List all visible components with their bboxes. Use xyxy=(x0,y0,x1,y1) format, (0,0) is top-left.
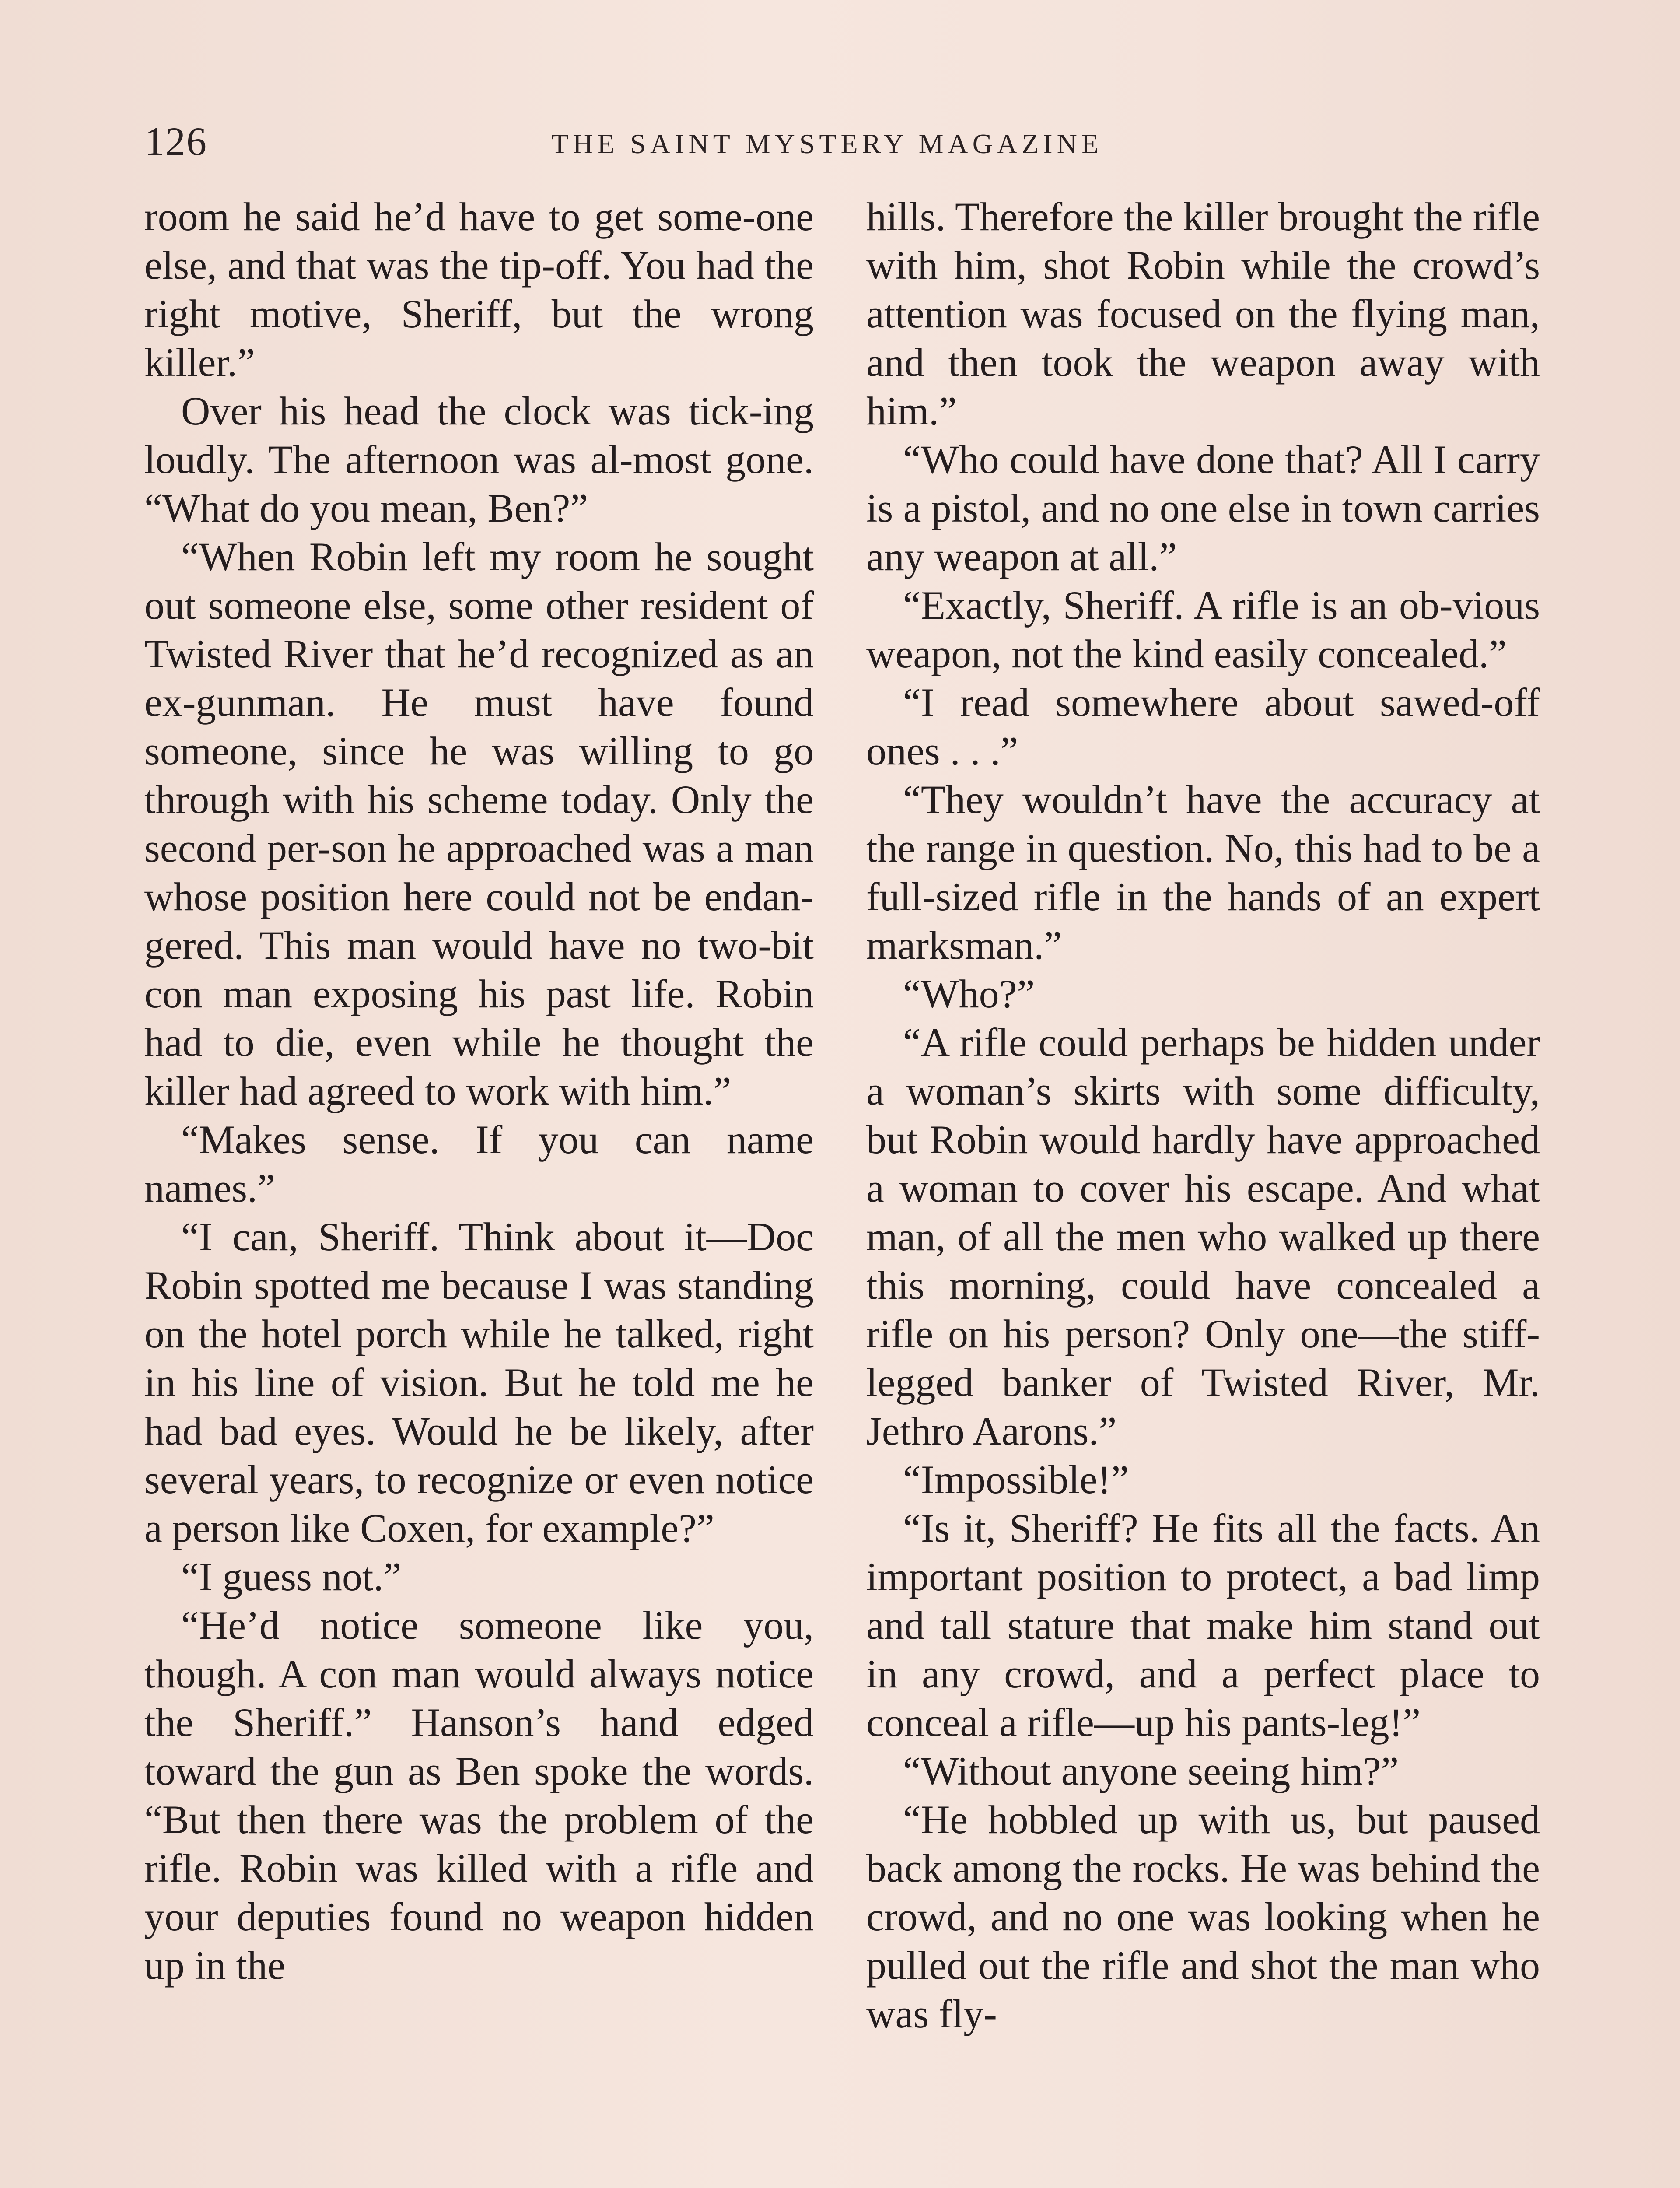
paragraph: “Without anyone seeing him?” xyxy=(903,1749,1399,1793)
paragraph: “Exactly, Sheriff. A rifle is an ob-vious weapon, not the kind easily concealed.” xyxy=(866,583,1540,676)
paragraph: “I read somewhere about sawed-off ones . . .” xyxy=(866,680,1540,773)
page-header xyxy=(144,118,1544,166)
running-head: THE SAINT MYSTERY MAGAZINE xyxy=(551,128,1103,159)
paragraph: “He’d notice someone like you, though. A con man would always notice the Sheriff.” Hanson’s hand edged toward the gun as Ben spoke the words. “But then there was the problem of the rifle. Robin was killed with a rifle and your deputies found no weapon hidden up in the xyxy=(144,1603,814,1988)
paragraph: “I guess not.” xyxy=(181,1554,402,1599)
left-column xyxy=(144,193,814,1990)
paragraph: “Makes sense. If you can name names.” xyxy=(144,1117,814,1210)
paragraph: “They wouldn’t have the accuracy at the range in question. No, this had to be a full-sized rifle in the hands of an expert marksman.” xyxy=(866,777,1540,968)
paragraph: “Who could have done that? All I carry is a pistol, and no one else in town carries any weapon at all.” xyxy=(866,437,1540,579)
paragraph: hills. Therefore the killer brought the rifle with him, shot Robin while the crowd’s attention was focused on the flying man, and then took the weapon away with him.” xyxy=(866,194,1540,433)
paragraph: “Is it, Sheriff? He fits all the facts. An important position to protect, a bad limp and tall stature that make him stand out in any crowd, and a perfect place to conceal a rifle—up his pants-leg!” xyxy=(866,1506,1540,1745)
paragraph: “A rifle could perhaps be hidden under a woman’s skirts with some difficulty, but Robin would hardly have approached a woman to cover his escape. And what man, of all the men who walked up there this morning, could have concealed a rifle on his person? Only one—the stiff-legged banker of Twisted River, Mr. Jethro Aarons.” xyxy=(866,1020,1540,1453)
right-column xyxy=(866,193,1540,2038)
paragraph: room he said he’d have to get some-one else, and that was the tip-off. You had the right motive, Sheriff, but the wrong killer.” xyxy=(144,194,814,385)
paragraph: “When Robin left my room he sought out someone else, some other resident of Twisted River that he’d recognized as an ex-gunman. He must have found someone, since he was willing to go through with his scheme today. Only the second per-son he approached was a man whose position here could not be endan-gered. This man would have no two-bit con man exposing his past life. Robin had to die, even while he thought the killer had agreed to work with him.” xyxy=(144,534,814,1113)
paragraph: “I can, Sheriff. Think about it—Doc Robin spotted me because I was standing on the hotel porch while he talked, right in his line of vision. But he told me he had bad eyes. Would he be likely, after several years, to recognize or even notice a person like Coxen, for example?” xyxy=(144,1214,814,1550)
page-number: 126 xyxy=(144,119,207,164)
paragraph: “He hobbled up with us, but paused back among the rocks. He was behind the crowd, and no one was looking when he pulled out the rifle and shot the man who was fly- xyxy=(866,1797,1540,2036)
paragraph: “Who?” xyxy=(903,971,1035,1016)
paragraph: “Impossible!” xyxy=(903,1457,1129,1502)
paragraph: Over his head the clock was tick-ing loudly. The afternoon was al-most gone. “What do you mean, Ben?” xyxy=(144,389,814,530)
